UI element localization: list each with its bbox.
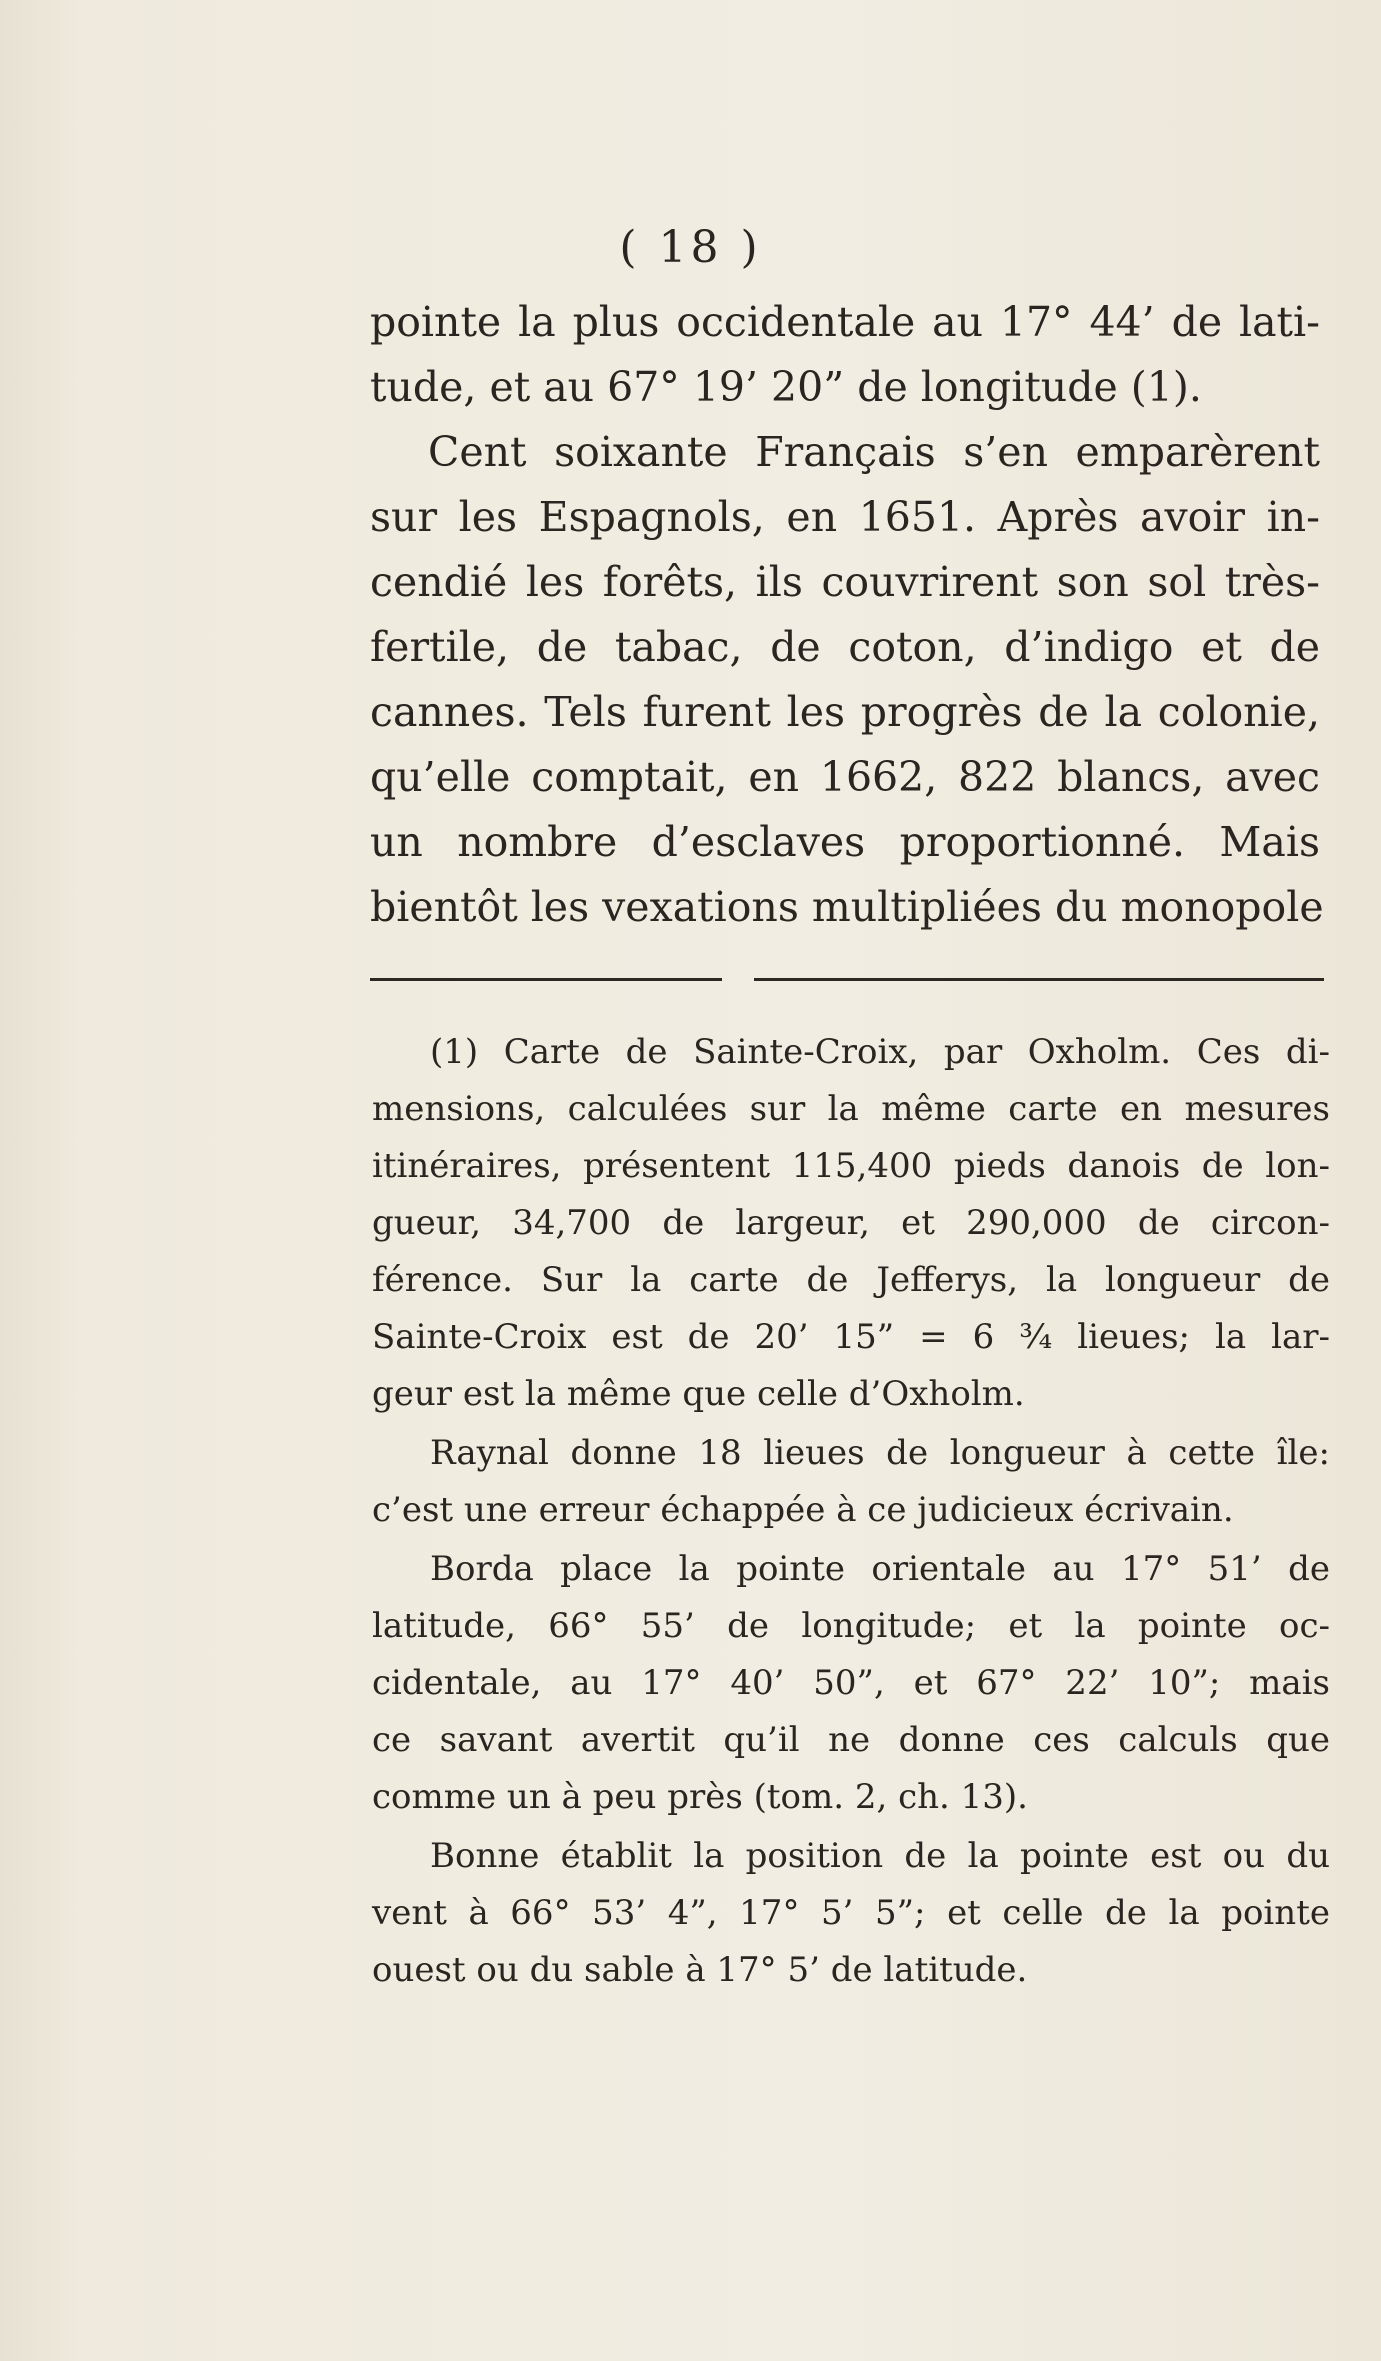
footnote-line: Raynal donne 18 lieues de longueur à cette île: [430, 1433, 1330, 1473]
text-line: Cent soixante Français s’en emparèrent [428, 428, 1320, 476]
footnote-paragraph [372, 1541, 1330, 1826]
footnote-separator [370, 978, 1320, 982]
footnote-line: vent à 66° 53’ 4”, 17° 5’ 5”; et celle de la pointe [372, 1893, 1330, 1933]
text-line: cannes. Tels furent les progrès de la colonie, [370, 688, 1320, 736]
footnote-line: latitude, 66° 55’ de longitude; et la pointe oc- [372, 1606, 1330, 1646]
footnote-line: ouest ou du sable à 17° 5’ de latitude. [372, 1950, 1028, 1990]
text-line: sur les Espagnols, en 1651. Après avoir in- [370, 493, 1320, 541]
footnote-paragraph [372, 1828, 1330, 1999]
footnote-line: Sainte-Croix est de 20’ 15” = 6 ¾ lieues; la lar- [372, 1317, 1330, 1357]
footnote-line: ce savant avertit qu’il ne donne ces calculs que [372, 1720, 1330, 1760]
main-text [370, 290, 1324, 940]
text-line: fertile, de tabac, de coton, d’indigo et de [370, 623, 1320, 671]
separator-rule-right [754, 978, 1324, 981]
footnote-line: gueur, 34,700 de largeur, et 290,000 de circon- [372, 1203, 1330, 1243]
footnote-line: Bonne établit la position de la pointe est ou du [430, 1836, 1330, 1876]
text-line: un nombre d’esclaves proportionné. Mais [370, 818, 1320, 866]
footnote-line: (1) Carte de Sainte-Croix, par Oxholm. Ces di- [430, 1032, 1330, 1072]
separator-rule-left [370, 978, 722, 981]
footnote-line: cidentale, au 17° 40’ 50”, et 67° 22’ 10”; mais [372, 1663, 1330, 1703]
footnote-line: mensions, calculées sur la même carte en mesures [372, 1089, 1330, 1129]
footnote [372, 1022, 1330, 1999]
footnote-paragraph [372, 1024, 1330, 1423]
text-line: qu’elle comptait, en 1662, 822 blancs, avec [370, 753, 1320, 801]
text-line: bientôt les vexations multipliées du monopole [370, 883, 1324, 931]
footnote-paragraph [372, 1425, 1330, 1539]
footnote-line: Borda place la pointe orientale au 17° 51’ de [430, 1549, 1330, 1589]
footnote-line: férence. Sur la carte de Jefferys, la longueur de [372, 1260, 1330, 1300]
text-line: cendié les forêts, ils couvrirent son sol très- [370, 558, 1320, 606]
text-line: pointe la plus occidentale au 17° 44’ de lati- [370, 298, 1320, 346]
footnote-line: c’est une erreur échappée à ce judicieux écrivain. [372, 1490, 1234, 1530]
footnote-line: comme un à peu près (tom. 2, ch. 13). [372, 1777, 1028, 1817]
footnote-line: geur est la même que celle d’Oxholm. [372, 1374, 1025, 1414]
footnote-line: itinéraires, présentent 115,400 pieds danois de lon- [372, 1146, 1330, 1186]
text-line: tude, et au 67° 19’ 20” de longitude (1). [370, 363, 1202, 411]
page-number: ( 18 ) [619, 222, 762, 273]
